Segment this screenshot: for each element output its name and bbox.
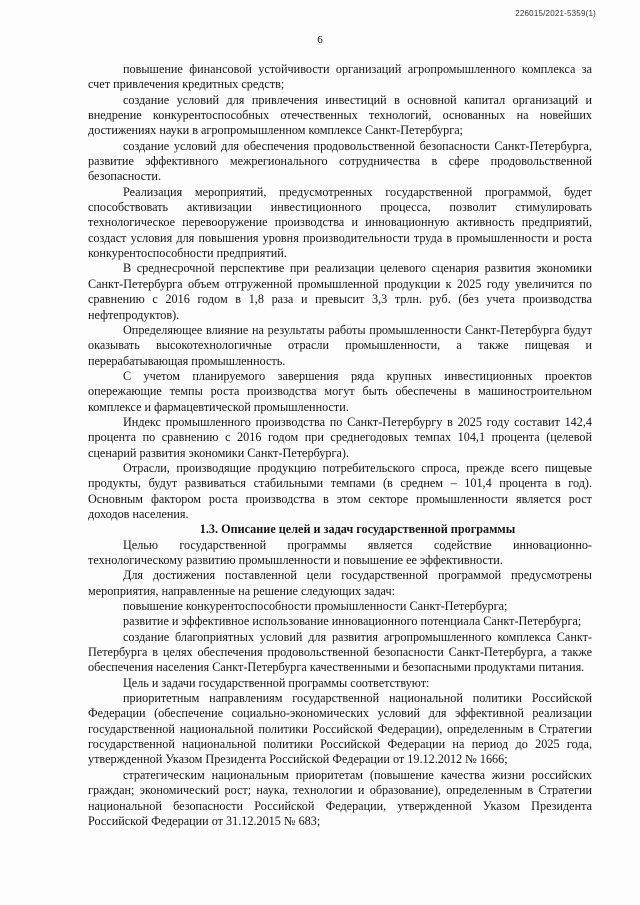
- paragraph: Целью государственной программы является содействие инновационно-технологическому развитию промышленности и повышение ее эффективности.: [88, 537, 592, 567]
- section-title: 1.3. Описание целей и задач государственной программы: [199, 522, 516, 537]
- document-id: 226015/2021-5359(1): [515, 9, 596, 18]
- paragraph: Реализация мероприятий, предусмотренных государственной программой, будет способствовать активизации инвестиционного процесса, позволит стимулировать технологическое перевооружение производства и инновационную активность предприятий, создаст условия для повышения уровня производительности труда в промышленности и роста конкурентоспособности предприятий.: [88, 184, 592, 261]
- paragraph: Цель и задачи государственной программы соответствуют:: [123, 675, 430, 690]
- list-item: повышение конкурентоспособности промышленности Санкт-Петербурга;: [123, 599, 508, 614]
- page-number: 6: [317, 34, 323, 46]
- paragraph: С учетом планируемого завершения ряда крупных инвестиционных проектов опережающие темпы роста производства могут быть обеспечены в машиностроительном комплексе и фармацевтической промышленности.: [88, 368, 592, 414]
- paragraph: Определяющее влияние на результаты работы промышленности Санкт-Петербурга будут оказывать высокотехнологичные отрасли промышленности, а также пищевая и перерабатывающая промышленность.: [88, 322, 592, 368]
- list-item: развитие и эффективное использование инновационного потенциала Санкт-Петербурга;: [123, 614, 582, 629]
- paragraph: создание условий для привлечения инвестиций в основной капитал организаций и внедрение конкурентоспособных отечественных технологий, основанных на новейших достижениях науки в агропромышленном комплексе Санкт-Петербурга;: [88, 92, 592, 138]
- paragraph: создание условий для обеспечения продовольственной безопасности Санкт-Петербурга, развитие эффективного межрегионального сотрудничества в сфере продовольственной безопасности.: [88, 138, 592, 184]
- paragraph: Отрасли, производящие продукцию потребительского спроса, прежде всего пищевые продукты, будут развиваться стабильными темпами (в среднем – 101,4 процента в год). Основным фактором роста производства в этом секторе промышленности является рост доходов населения.: [88, 460, 592, 521]
- list-item: стратегическим национальным приоритетам (повышение качества жизни российских граждан; экономический рост; наука, технологии и образование), определенным в Стратегии национальной безопасности Российской Федерации, утвержденной Указом Президента Российской Федерации от 31.12.2015 № 683;: [88, 767, 592, 828]
- list-item: создание благоприятных условий для развития агропромышленного комплекса Санкт-Петербурга в целях обеспечения продовольственной безопасности Санкт-Петербурга, а также обеспечения населения Санкт-Петербурга качественными и безопасными продуктами питания.: [88, 629, 592, 675]
- paragraph: Индекс промышленного производства по Санкт-Петербургу в 2025 году составит 142,4 процента по сравнению с 2016 годом при среднегодовых темпах 104,1 процента (целевой сценарий развития экономики Санкт-Петербурга).: [88, 414, 592, 460]
- paragraph: Для достижения поставленной цели государственной программой предусмотрены мероприятия, направленные на решение следующих задач:: [88, 568, 592, 598]
- list-item: приоритетным направлениям государственной национальной политики Российской Федерации (обеспечение социально-экономических условий для эффективной реализации государственной национальной политики Российской Федерации), определенным в Стратегии государственной национальной политики Российской Федерации на период до 2025 года, утвержденной Указом Президента Российской Федерации от 19.12.2012 № 1666;: [88, 691, 592, 767]
- document-body: [88, 62, 592, 829]
- paragraph: В среднесрочной перспективе при реализации целевого сценария развития экономики Санкт-Петербурга объем отгруженной промышленной продукции к 2025 году увеличится по сравнению с 2016 годом в 1,8 раза и превысит 3,3 трлн. руб. (без учета производства нефтепродуктов).: [88, 261, 592, 322]
- paragraph: повышение финансовой устойчивости организаций агропромышленного комплекса за счет привлечения кредитных средств;: [88, 62, 592, 92]
